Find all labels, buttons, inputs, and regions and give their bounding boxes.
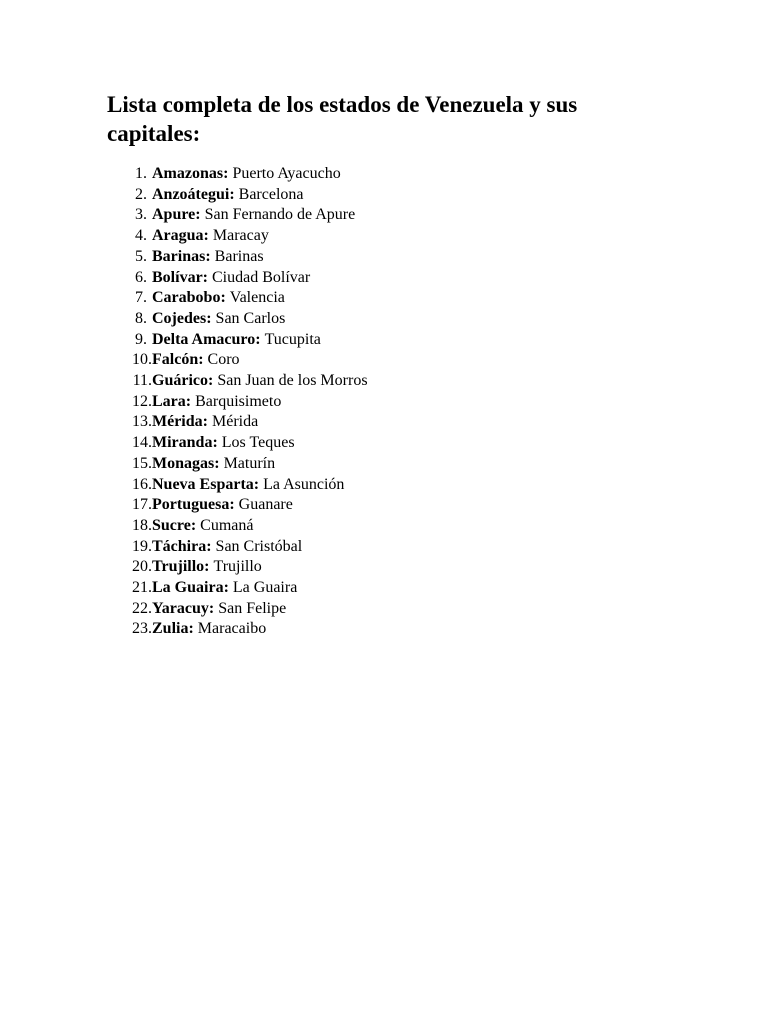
list-item bbox=[107, 516, 368, 537]
list-item bbox=[107, 599, 368, 620]
capital-name: La Guaira bbox=[232, 579, 298, 597]
item-number: 15. bbox=[132, 454, 152, 472]
capital-name: San Fernando de Apure bbox=[204, 206, 356, 224]
capital-name: Maturín bbox=[223, 454, 276, 472]
list-item bbox=[107, 537, 368, 558]
capital-name: Maracay bbox=[212, 227, 269, 245]
list-item bbox=[107, 371, 368, 392]
item-number: 17. bbox=[132, 496, 152, 514]
item-number: 7. bbox=[135, 289, 147, 307]
state-name: Zulia: bbox=[152, 620, 194, 638]
list-item bbox=[107, 330, 368, 351]
list-item bbox=[107, 247, 368, 268]
list-item bbox=[107, 578, 368, 599]
list-item bbox=[107, 185, 368, 206]
list-item bbox=[107, 164, 368, 185]
list-item bbox=[107, 495, 368, 516]
list-item bbox=[107, 557, 368, 578]
capital-name: Los Teques bbox=[221, 434, 295, 452]
capital-name: Valencia bbox=[229, 289, 285, 307]
item-number: 6. bbox=[135, 268, 147, 286]
state-name: Miranda: bbox=[152, 434, 218, 452]
state-name: La Guaira: bbox=[152, 579, 229, 597]
item-number: 16. bbox=[132, 475, 152, 493]
state-name: Aragua: bbox=[152, 227, 209, 245]
capital-name: Barinas bbox=[214, 247, 264, 265]
item-number: 21. bbox=[132, 579, 152, 597]
item-number: 5. bbox=[135, 247, 147, 265]
state-name: Mérida: bbox=[152, 413, 208, 431]
item-number: 13. bbox=[132, 413, 152, 431]
capital-name: Puerto Ayacucho bbox=[232, 165, 341, 182]
state-name: Falcón: bbox=[152, 351, 204, 369]
list-item bbox=[107, 433, 368, 454]
capital-name: Coro bbox=[207, 351, 240, 369]
states-list bbox=[107, 164, 368, 640]
capital-name: Barquisimeto bbox=[195, 392, 282, 410]
list-item bbox=[107, 350, 368, 371]
list-item bbox=[107, 475, 368, 496]
list-item bbox=[107, 309, 368, 330]
item-number: 8. bbox=[135, 309, 147, 327]
capital-name: San Felipe bbox=[218, 599, 287, 617]
document-title: Lista completa de los estados de Venezuela y sus capitales: bbox=[107, 92, 578, 146]
item-number: 9. bbox=[135, 330, 147, 348]
state-name: Delta Amacuro: bbox=[152, 330, 261, 348]
list-item bbox=[107, 392, 368, 413]
item-number: 12. bbox=[132, 392, 152, 410]
state-name: Anzoátegui: bbox=[152, 185, 235, 203]
item-number: 10. bbox=[132, 351, 152, 369]
item-number: 23. bbox=[132, 620, 152, 638]
state-name: Monagas: bbox=[152, 454, 220, 472]
item-number: 1. bbox=[135, 165, 147, 182]
list-item bbox=[107, 412, 368, 433]
capital-name: Barcelona bbox=[238, 185, 304, 203]
state-name: Bolívar: bbox=[152, 268, 208, 286]
state-name: Portuguesa: bbox=[152, 496, 235, 514]
item-number: 19. bbox=[132, 537, 152, 555]
capital-name: Maracaibo bbox=[197, 620, 267, 638]
item-number: 20. bbox=[132, 558, 152, 576]
item-number: 3. bbox=[135, 206, 147, 224]
item-number: 18. bbox=[132, 516, 152, 534]
state-name: Barinas: bbox=[152, 247, 211, 265]
state-name: Cojedes: bbox=[152, 309, 212, 327]
list-item bbox=[107, 268, 368, 289]
list-item bbox=[107, 619, 368, 640]
capital-name: San Cristóbal bbox=[215, 537, 303, 555]
state-name: Amazonas: bbox=[152, 165, 229, 182]
state-name: Trujillo: bbox=[152, 558, 210, 576]
capital-name: Guanare bbox=[238, 496, 293, 514]
capital-name: Trujillo bbox=[213, 558, 262, 576]
state-name: Táchira: bbox=[152, 537, 212, 555]
capital-name: San Carlos bbox=[215, 309, 286, 327]
list-item bbox=[107, 288, 368, 309]
item-number: 4. bbox=[135, 227, 147, 245]
capital-name: Cumaná bbox=[200, 516, 254, 534]
capital-name: Ciudad Bolívar bbox=[212, 268, 311, 286]
list-item bbox=[107, 454, 368, 475]
state-name: Lara: bbox=[152, 392, 192, 410]
capital-name: Mérida bbox=[211, 413, 259, 431]
list-item bbox=[107, 226, 368, 247]
item-number: 22. bbox=[132, 599, 152, 617]
state-name: Nueva Esparta: bbox=[152, 475, 260, 493]
state-name: Apure: bbox=[152, 206, 201, 224]
item-number: 2. bbox=[135, 185, 147, 203]
state-name: Guárico: bbox=[152, 372, 214, 390]
capital-name: San Juan de los Morros bbox=[217, 372, 368, 390]
capital-name: Tucupita bbox=[264, 330, 321, 348]
state-name: Carabobo: bbox=[152, 289, 226, 307]
capital-name: La Asunción bbox=[263, 475, 345, 493]
item-number: 14. bbox=[132, 434, 152, 452]
state-name: Sucre: bbox=[152, 516, 197, 534]
item-number: 11. bbox=[132, 372, 152, 390]
list-item bbox=[107, 205, 368, 226]
state-name: Yaracuy: bbox=[152, 599, 215, 617]
